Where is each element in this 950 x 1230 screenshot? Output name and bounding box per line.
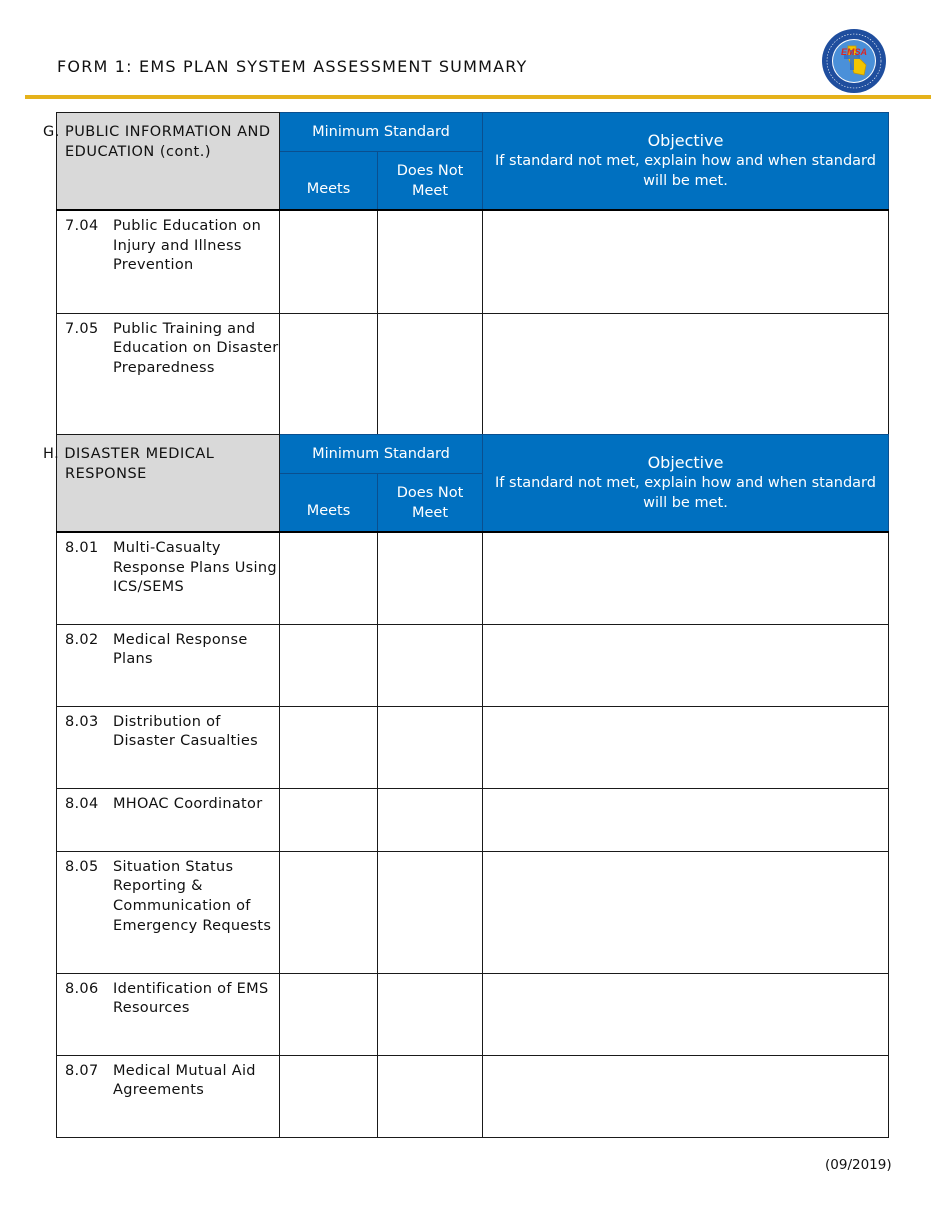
standard-number: 8.06: [65, 980, 99, 997]
standard-cell: [57, 313, 280, 434]
does-not-meet-cell[interactable]: [378, 532, 483, 624]
standard-cell: [57, 532, 280, 624]
meets-header: [280, 152, 378, 211]
standard-cell: [57, 210, 280, 313]
objective-cell[interactable]: [483, 1055, 889, 1137]
standard-label: Public Education on Injury and Illness Prevention: [113, 218, 262, 274]
meets-cell[interactable]: [280, 788, 378, 851]
meets-header: [280, 474, 378, 533]
standard-cell: [57, 973, 280, 1055]
standard-number: 7.05: [65, 320, 99, 337]
header-rule: [25, 95, 931, 99]
does-not-meet-header: [378, 152, 483, 211]
objective-cell[interactable]: [483, 851, 889, 973]
standard-label: Situation Status Reporting & Communication of Emergency Requests: [113, 858, 272, 934]
table-row: [57, 313, 889, 434]
standard-label: Medical Mutual Aid Agreements: [113, 1062, 256, 1099]
section-h-table: [43, 434, 889, 1138]
does-not-meet-cell[interactable]: [378, 788, 483, 851]
table-row: [57, 973, 889, 1055]
standard-cell: [57, 851, 280, 973]
objective-label: Objective: [647, 453, 724, 472]
objective-cell[interactable]: [483, 624, 889, 706]
does-not-meet-cell[interactable]: [378, 313, 483, 434]
objective-header: [483, 435, 889, 533]
section-g-table: [43, 112, 889, 435]
standard-label: Public Training and Education on Disaster Preparedness: [113, 320, 279, 376]
page-title: FORM 1: EMS PLAN SYSTEM ASSESSMENT SUMMARY: [57, 57, 528, 76]
min-standard-label: Minimum Standard: [312, 446, 450, 462]
standard-label: Identification of EMS Resources: [113, 980, 269, 1017]
standard-number: 8.01: [65, 540, 99, 556]
standard-number: 8.05: [65, 858, 99, 875]
table-row: [57, 532, 889, 624]
objective-note: If standard not met, explain how and when standard will be met.: [495, 475, 876, 511]
section-title: [43, 435, 280, 533]
meets-cell[interactable]: [280, 973, 378, 1055]
standard-label: Medical Response Plans: [113, 631, 248, 668]
objective-cell[interactable]: [483, 532, 889, 624]
standard-cell: [57, 624, 280, 706]
table-row: [57, 851, 889, 973]
objective-cell[interactable]: [483, 210, 889, 313]
meets-label: Meets: [306, 181, 351, 197]
objective-label: Objective: [647, 131, 724, 150]
standard-label: Distribution of Disaster Casualties: [113, 713, 258, 750]
standard-number: 8.02: [65, 631, 99, 648]
standard-number: 8.07: [65, 1062, 99, 1079]
meets-cell[interactable]: [280, 1055, 378, 1137]
objective-cell[interactable]: [483, 313, 889, 434]
standard-number: 7.04: [65, 218, 99, 234]
meets-cell[interactable]: [280, 532, 378, 624]
does-not-meet-header: [378, 474, 483, 533]
section-title-text: G. PUBLIC INFORMATION AND EDUCATION (cont.): [43, 124, 271, 160]
does-not-meet-label: Does Not Meet: [396, 484, 464, 521]
table-row: [57, 1055, 889, 1137]
standard-label: Multi-Casualty Response Plans Using ICS/SEMS: [113, 540, 277, 596]
meets-label: Meets: [306, 503, 351, 519]
does-not-meet-cell[interactable]: [378, 706, 483, 788]
objective-header: [483, 113, 889, 211]
does-not-meet-label: Does Not Meet: [396, 162, 464, 199]
meets-cell[interactable]: [280, 851, 378, 973]
meets-cell[interactable]: [280, 313, 378, 434]
meets-cell[interactable]: [280, 706, 378, 788]
meets-cell[interactable]: [280, 210, 378, 313]
table-row: [57, 788, 889, 851]
standard-cell: [57, 788, 280, 851]
objective-cell[interactable]: [483, 706, 889, 788]
standard-cell: [57, 1055, 280, 1137]
min-standard-label: Minimum Standard: [312, 124, 450, 140]
section-title-text: H. DISASTER MEDICAL RESPONSE: [43, 446, 215, 482]
does-not-meet-cell[interactable]: [378, 851, 483, 973]
meets-cell[interactable]: [280, 624, 378, 706]
objective-cell[interactable]: [483, 973, 889, 1055]
does-not-meet-cell[interactable]: [378, 210, 483, 313]
table-row: [57, 210, 889, 313]
objective-cell[interactable]: [483, 788, 889, 851]
revision-date: (09/2019): [825, 1157, 892, 1173]
objective-note: If standard not met, explain how and when standard will be met.: [495, 153, 876, 189]
does-not-meet-cell[interactable]: [378, 973, 483, 1055]
does-not-meet-cell[interactable]: [378, 624, 483, 706]
standard-label: MHOAC Coordinator: [113, 795, 263, 812]
table-row: [57, 624, 889, 706]
standard-number: 8.04: [65, 795, 99, 812]
table-row: [57, 706, 889, 788]
min-standard-header: [280, 435, 483, 474]
min-standard-header: [280, 113, 483, 152]
section-title: [43, 113, 280, 211]
standard-cell: [57, 706, 280, 788]
svg-text:EMSA: EMSA: [840, 47, 868, 57]
standard-number: 8.03: [65, 713, 99, 730]
does-not-meet-cell[interactable]: [378, 1055, 483, 1137]
emsa-seal-icon: [821, 28, 887, 94]
